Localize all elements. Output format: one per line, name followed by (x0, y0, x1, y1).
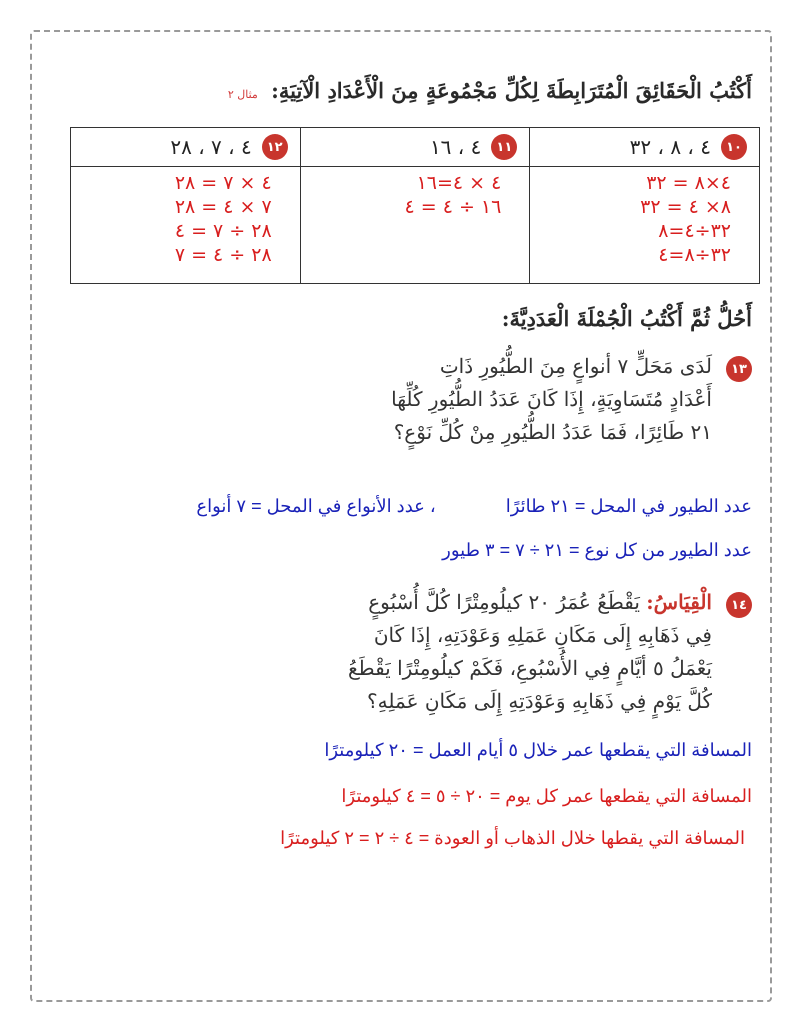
problem-badge-14: ١٤ (726, 592, 752, 618)
measurement-keyword: الْقِيَاسُ: (646, 590, 712, 614)
instruction-text: أَكْتُبُ الْحَقَائِقَ الْمُتَرَابِطَةَ لِكُلِّ مَجْمُوعَةٍ مِنَ الْأَعْدَادِ الْآتِيَةِ: (271, 78, 752, 103)
facts-table (70, 127, 760, 284)
problem-badge-13: ١٣ (726, 356, 752, 382)
answer-birds-per-type: عدد الطيور من كل نوع = ٢١ ÷ ٧ = ٣ طيور (442, 540, 752, 560)
equations-12 (71, 167, 301, 284)
equation: ٤×٨ = ٣٢ (646, 172, 731, 194)
answer-birds-total: عدد الطيور في المحل = ٢١ طائرًا (505, 496, 752, 516)
equation: ٨× ٤ = ٣٢ (640, 196, 731, 218)
set-header-10 (530, 128, 760, 167)
problem-line: يَعْمَلُ ٥ أيَّامٍ فِي الأُسْبُوعِ، فَكَمْ كيلُومِتْرًا يَقْطَعُ (348, 656, 712, 680)
equation: ٤ × ٤=١٦ (416, 172, 502, 194)
example-reference: مثال ٢ (227, 88, 258, 101)
problem-line: ٢١ طَائِرًا، فَمَا عَدَدُ الطُّيُورِ مِنْ كُلِّ نَوْعٍ؟ (393, 420, 712, 444)
number-set: ٤ ، ٧ ، ٢٨ (170, 135, 252, 159)
answer-14-line1: المسافة التي يقطعها عمر خلال ٥ أيام العمل = ٢٠ كيلومترًا (324, 740, 752, 760)
problem-14-text (348, 586, 712, 718)
equation: ٣٢÷٨=٤ (658, 244, 731, 266)
equations-10 (530, 167, 760, 284)
answer-14-line3: المسافة التي يقطها خلال الذهاب أو العودة = ٤ ÷ ٢ = ٢ كيلومترًا (280, 828, 745, 848)
equation: ٢٨ ÷ ٧ = ٤ (174, 220, 272, 242)
equation: ٤ × ٧ = ٢٨ (174, 172, 272, 194)
equation: ١٦ ÷ ٤ = ٤ (404, 196, 502, 218)
number-set: ٤ ، ٨ ، ٣٢ (629, 135, 711, 159)
set-header-11 (300, 128, 530, 167)
set-header-12 (71, 128, 301, 167)
problem-13-text (391, 350, 712, 449)
answer-13-line1 (196, 496, 752, 517)
problem-line: لَدَى مَحَلٍّ ٧ أنواعٍ مِنَ الطُّيُورِ ذَاتِ (439, 354, 712, 378)
problem-line: يَقْطَعُ عُمَرُ ٢٠ كيلُومِتْرًا كُلَّ أُسْبُوعٍ (368, 590, 640, 614)
equations-11 (300, 167, 530, 284)
instruction-solve: أَحُلُّ ثُمَّ أَكْتُبُ الْجُمْلَةَ الْعَدَدِيَّةَ: (501, 306, 752, 331)
table-header-row (71, 128, 760, 167)
equation: ٣٢÷٤=٨ (658, 220, 731, 242)
problem-line: كُلَّ يَوْمٍ فِي ذَهَابِهِ وَعَوْدَتِهِ إِلَى مَكَانِ عَمَلِهِ؟ (367, 689, 712, 713)
answer-14-line2: المسافة التي يقطعها عمر كل يوم = ٢٠ ÷ ٥ = ٤ كيلومترًا (341, 786, 752, 806)
problem-line-first (348, 586, 712, 619)
number-set: ٤ ، ١٦ (429, 135, 482, 159)
exercise-badge: ١٢ (262, 134, 288, 160)
exercise-badge: ١٠ (721, 134, 747, 160)
table-body-row (71, 167, 760, 284)
equation: ٧ × ٤ = ٢٨ (174, 196, 272, 218)
answer-13-line2 (442, 540, 752, 561)
answer-types-count: ، عدد الأنواع في المحل = ٧ أنواع (196, 496, 436, 516)
problem-line: فِي ذَهَابِهِ إِلَى مَكَانِ عَمَلِهِ وَعَوْدَتِهِ، إِذَا كَانَ (373, 623, 712, 647)
exercise-badge: ١١ (491, 134, 517, 160)
problem-line: أَعْدَادٍ مُتَسَاوِيَةٍ، إِذَا كَانَ عَدَدُ الطُّيُورِ كُلِّهَا (391, 387, 712, 411)
instruction-related-facts (228, 78, 752, 103)
equation: ٢٨ ÷ ٤ = ٧ (174, 244, 272, 266)
